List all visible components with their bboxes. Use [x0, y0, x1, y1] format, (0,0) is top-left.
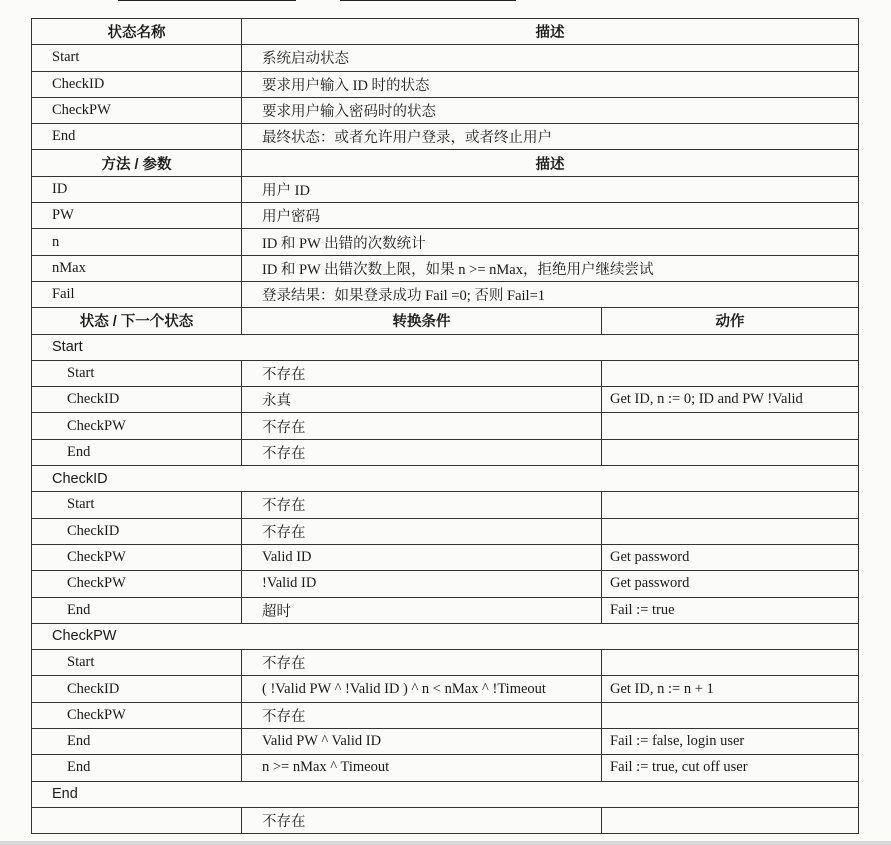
transition-row — [31, 361, 858, 387]
state-name: End — [31, 124, 241, 149]
col-header-description: 描述 — [241, 19, 858, 44]
next-state: End — [31, 440, 241, 465]
next-state: CheckPW — [31, 545, 241, 570]
transitions-body — [31, 335, 858, 835]
transition-row — [31, 571, 858, 597]
next-state: CheckPW — [31, 703, 241, 728]
transition-row — [31, 676, 858, 702]
next-state: End — [31, 755, 241, 780]
col-header-param-description: 描述 — [241, 150, 858, 175]
param-row — [31, 203, 858, 229]
page-bottom-edge — [0, 841, 891, 845]
next-state: Start — [31, 361, 241, 386]
transition-action — [601, 519, 858, 544]
transition-row — [31, 808, 858, 834]
param-description: 登录结果：如果登录成功 Fail =0; 否则 Fail=1 — [241, 282, 858, 307]
section-title-row — [31, 466, 858, 492]
next-state: End — [31, 729, 241, 754]
param-description: ID 和 PW 出错的次数统计 — [241, 229, 858, 254]
param-name: ID — [31, 177, 241, 202]
state-name: CheckID — [31, 72, 241, 97]
col-header-next-state: 状态 / 下一个状态 — [31, 308, 241, 333]
param-row — [31, 282, 858, 308]
transition-condition: 不存在 — [241, 703, 601, 728]
transition-row — [31, 755, 858, 781]
state-row — [31, 45, 858, 71]
transition-action — [601, 440, 858, 465]
top-rule-right — [340, 0, 516, 1]
next-state — [31, 808, 241, 833]
section-title-row — [31, 335, 858, 361]
next-state: Start — [31, 650, 241, 675]
next-state: CheckPW — [31, 413, 241, 438]
next-state: CheckID — [31, 387, 241, 412]
transition-action: Get ID, n := 0; ID and PW !Valid — [601, 387, 858, 412]
param-row — [31, 229, 858, 255]
state-transition-table — [31, 18, 859, 834]
transition-action — [601, 413, 858, 438]
transition-condition: 超时 — [241, 598, 601, 623]
params-header-row — [31, 150, 858, 176]
transition-action — [601, 650, 858, 675]
col-header-state-name: 状态名称 — [31, 19, 241, 44]
transition-action — [601, 703, 858, 728]
transition-row — [31, 703, 858, 729]
transition-row — [31, 413, 858, 439]
transition-condition: 不存在 — [241, 361, 601, 386]
transition-action: Fail := true, cut off user — [601, 755, 858, 780]
transition-condition: 不存在 — [241, 413, 601, 438]
state-row — [31, 72, 858, 98]
transition-action — [601, 492, 858, 517]
param-row — [31, 177, 858, 203]
states-header-row — [31, 19, 858, 45]
transition-action: Fail := false, login user — [601, 729, 858, 754]
next-state: CheckPW — [31, 571, 241, 596]
transition-action: Get ID, n := n + 1 — [601, 676, 858, 701]
param-name: n — [31, 229, 241, 254]
transition-row — [31, 598, 858, 624]
transition-row — [31, 545, 858, 571]
transition-action — [601, 361, 858, 386]
transition-condition: 不存在 — [241, 808, 601, 833]
transition-row — [31, 440, 858, 466]
transition-condition: 不存在 — [241, 519, 601, 544]
transition-condition: !Valid ID — [241, 571, 601, 596]
next-state: Start — [31, 492, 241, 517]
param-name: PW — [31, 203, 241, 228]
param-row — [31, 256, 858, 282]
section-title: CheckID — [31, 466, 858, 491]
col-header-condition: 转换条件 — [241, 308, 601, 333]
transition-row — [31, 729, 858, 755]
transition-action: Get password — [601, 545, 858, 570]
state-description: 最终状态：或者允许用户登录，或者终止用户 — [241, 124, 858, 149]
transition-condition: 不存在 — [241, 492, 601, 517]
section-title-row — [31, 782, 858, 808]
transition-action: Get password — [601, 571, 858, 596]
states-body — [31, 45, 858, 150]
transition-condition: 不存在 — [241, 650, 601, 675]
state-row — [31, 124, 858, 150]
transition-row — [31, 387, 858, 413]
transition-row — [31, 492, 858, 518]
state-name: Start — [31, 45, 241, 70]
state-description: 系统启动状态 — [241, 45, 858, 70]
transition-row — [31, 650, 858, 676]
param-description: 用户 ID — [241, 177, 858, 202]
col-header-action: 动作 — [601, 308, 858, 333]
section-title: CheckPW — [31, 624, 858, 649]
transition-condition: n >= nMax ^ Timeout — [241, 755, 601, 780]
section-title: End — [31, 782, 858, 807]
transition-condition: ( !Valid PW ^ !Valid ID ) ^ n < nMax ^ !Timeout — [241, 676, 601, 701]
param-name: Fail — [31, 282, 241, 307]
state-description: 要求用户输入 ID 时的状态 — [241, 72, 858, 97]
state-row — [31, 98, 858, 124]
param-name: nMax — [31, 256, 241, 281]
col-header-method-param: 方法 / 参数 — [31, 150, 241, 175]
transition-row — [31, 519, 858, 545]
next-state: End — [31, 598, 241, 623]
transition-action — [601, 808, 858, 833]
section-title: Start — [31, 335, 858, 360]
next-state: CheckID — [31, 676, 241, 701]
transition-condition: 永真 — [241, 387, 601, 412]
transition-condition: Valid PW ^ Valid ID — [241, 729, 601, 754]
transition-condition: Valid ID — [241, 545, 601, 570]
transition-condition: 不存在 — [241, 440, 601, 465]
section-title-row — [31, 624, 858, 650]
next-state: CheckID — [31, 519, 241, 544]
transition-action: Fail := true — [601, 598, 858, 623]
top-rule-left — [118, 0, 296, 1]
param-description: 用户密码 — [241, 203, 858, 228]
param-description: ID 和 PW 出错次数上限，如果 n >= nMax，拒绝用户继续尝试 — [241, 256, 858, 281]
state-name: CheckPW — [31, 98, 241, 123]
transitions-header-row — [31, 308, 858, 334]
params-body — [31, 177, 858, 308]
state-description: 要求用户输入密码时的状态 — [241, 98, 858, 123]
